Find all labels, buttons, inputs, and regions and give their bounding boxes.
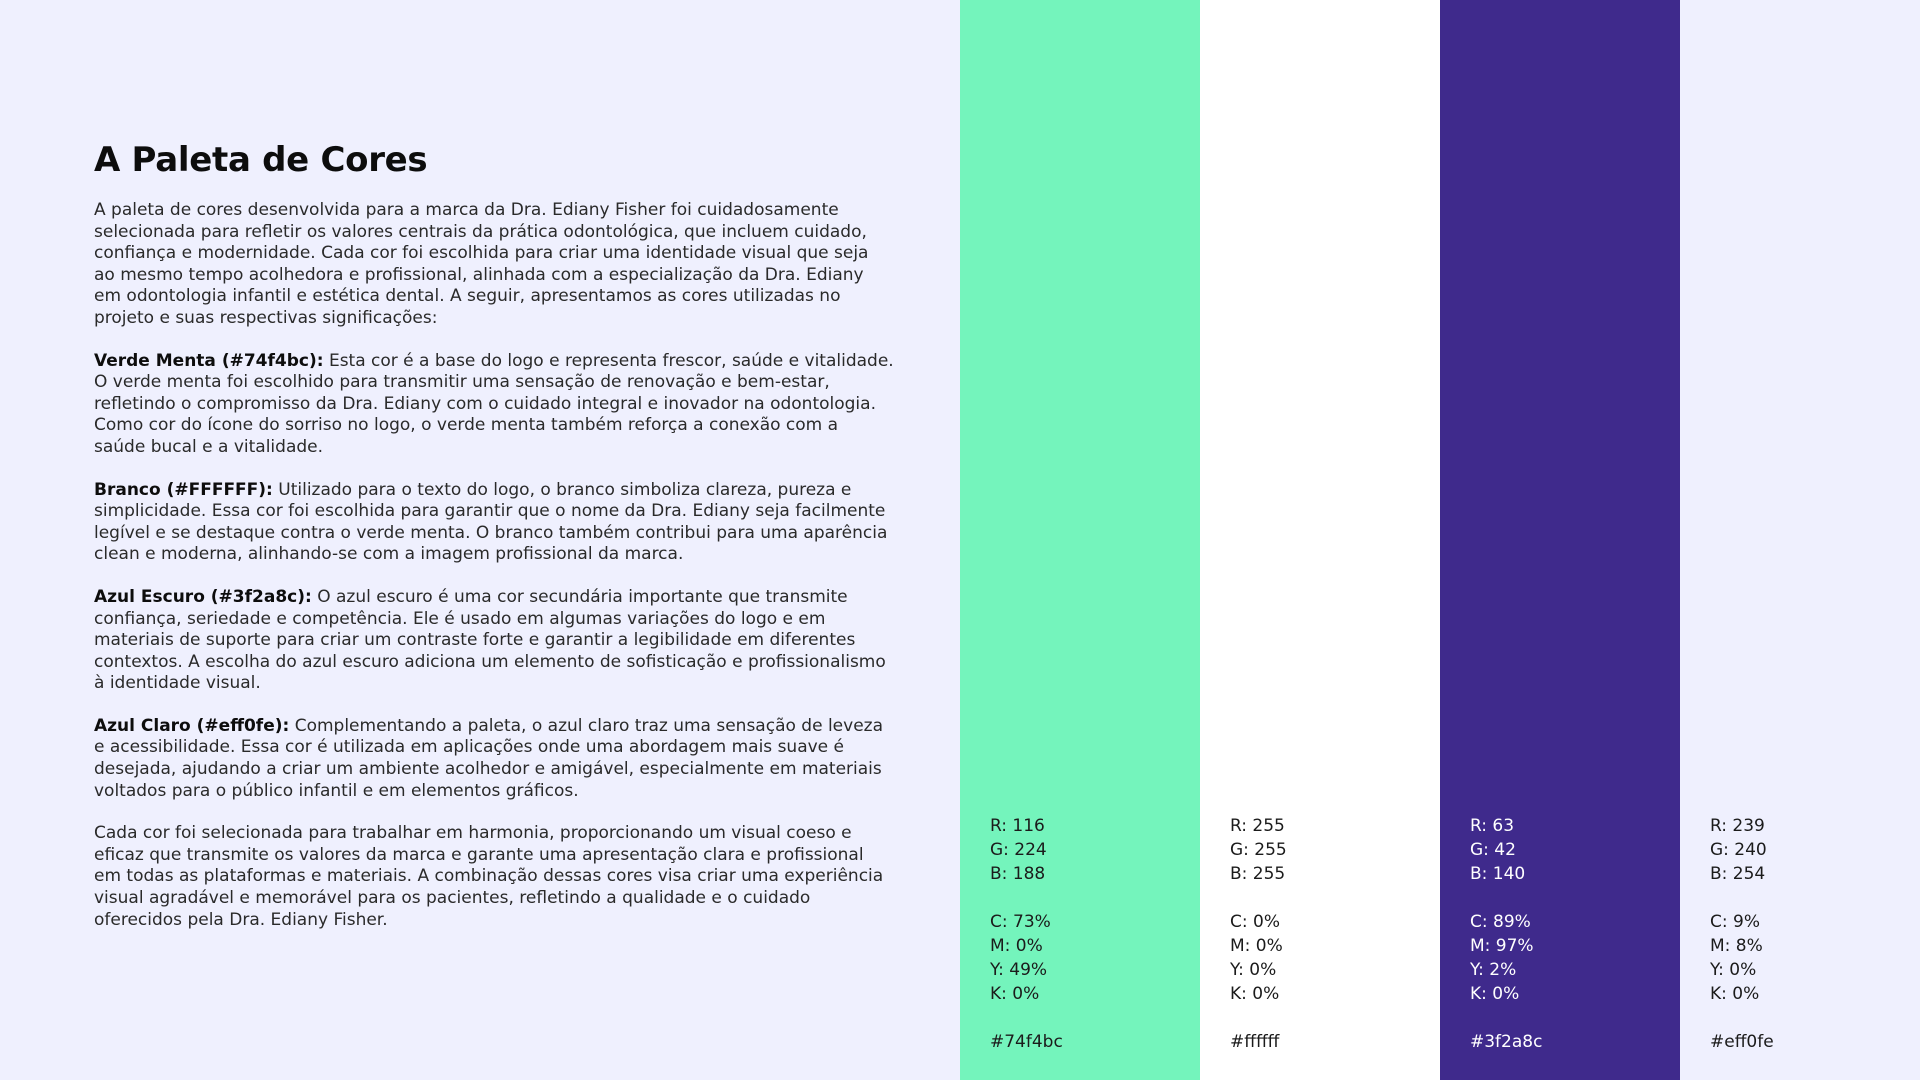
text-column	[94, 140, 894, 952]
cmyk-k: K: 0%	[1230, 984, 1280, 1004]
cmyk-y: Y: 49%	[990, 960, 1048, 980]
cmyk-m: M: 0%	[1230, 936, 1283, 956]
rgb-g: G: 42	[1470, 840, 1516, 860]
rgb-r: R: 239	[1710, 816, 1765, 836]
cmyk-k: K: 0%	[990, 984, 1040, 1004]
color-label: Azul Claro (#eff0fe):	[94, 715, 290, 736]
cmyk-k: K: 0%	[1710, 984, 1760, 1004]
swatch-specs	[1470, 814, 1542, 1054]
rgb-g: G: 240	[1710, 840, 1767, 860]
cmyk-m: M: 8%	[1710, 936, 1763, 956]
color-swatches	[960, 0, 1920, 1080]
intro-paragraph: A paleta de cores desenvolvida para a marca da Dra. Ediany Fisher foi cuidadosamente selecionada para refletir os valores centrais da prática odontológica, que incluem cuidado, confiança e modernidade. Cada cor foi escolhida para criar uma identidade visual que seja ao mesmo tempo acolhedora e profissional, alinhada com a especialização da Dra. Ediany em odontologia infantil e estética dental. A seguir, apresentamos as cores utilizadas no projeto e suas respectivas significações:	[94, 200, 869, 328]
color-label: Azul Escuro (#3f2a8c):	[94, 586, 312, 607]
color-label: Branco (#FFFFFF):	[94, 479, 273, 500]
hex-code: #74f4bc	[990, 1032, 1063, 1052]
color-body: Esta cor é a base do logo e representa frescor, saúde e vitalidade. O verde menta foi escolhido para transmitir uma sensação de renovação e bem-estar, refletindo o compromisso da Dra. Ediany com o cuidado integral e inovador na odontologia. Como cor do ícone do sorriso no logo, o verde menta também reforça a conexão com a saúde bucal e a vitalidade.	[94, 350, 894, 457]
color-body: Complementando a paleta, o azul claro traz uma sensação de leveza e acessibilidade. Essa cor é utilizada em aplicações onde uma abordagem mais suave é desejada, ajudando a criar um ambiente acolhedor e amigável, especialmente em materiais voltados para o público infantil e em elementos gráficos.	[94, 715, 883, 801]
hex-code: #eff0fe	[1710, 1032, 1774, 1052]
swatch-azul-escuro	[1440, 0, 1680, 1080]
cmyk-c: C: 73%	[990, 912, 1051, 932]
rgb-r: R: 63	[1470, 816, 1515, 836]
color-description-verde-menta	[94, 351, 894, 459]
color-description-azul-escuro	[94, 587, 894, 695]
closing-paragraph: Cada cor foi selecionada para trabalhar em harmonia, proporcionando um visual coeso e eficaz que transmite os valores da marca e garante uma apresentação clara e profissional em todas as plataformas e materiais. A combinação dessas cores visa criar uma experiência visual agradável e memorável para os pacientes, refletindo a qualidade e o cuidado oferecidos pela Dra. Ediany Fisher.	[94, 823, 884, 930]
rgb-r: R: 255	[1230, 816, 1285, 836]
cmyk-y: Y: 0%	[1710, 960, 1757, 980]
swatch-specs	[1710, 814, 1774, 1054]
rgb-b: B: 188	[990, 864, 1046, 884]
swatch-azul-claro	[1680, 0, 1920, 1080]
rgb-g: G: 224	[990, 840, 1047, 860]
swatch-branco	[1200, 0, 1440, 1080]
cmyk-y: Y: 2%	[1470, 960, 1517, 980]
rgb-g: G: 255	[1230, 840, 1287, 860]
cmyk-m: M: 97%	[1470, 936, 1534, 956]
swatch-specs	[990, 814, 1063, 1054]
color-description-branco	[94, 480, 894, 566]
rgb-b: B: 255	[1230, 864, 1286, 884]
cmyk-k: K: 0%	[1470, 984, 1520, 1004]
rgb-b: B: 254	[1710, 864, 1766, 884]
cmyk-c: C: 9%	[1710, 912, 1760, 932]
rgb-b: B: 140	[1470, 864, 1526, 884]
page-title: A Paleta de Cores	[94, 140, 428, 180]
color-body: O azul escuro é uma cor secundária importante que transmite confiança, seriedade e competência. Ele é usado em algumas variações do logo e em materiais de suporte para criar um contraste forte e garantir a legibilidade em diferentes contextos. A escolha do azul escuro adiciona um elemento de sofisticação e profissionalismo à identidade visual.	[94, 586, 886, 694]
swatch-specs	[1230, 814, 1287, 1054]
color-body: Utilizado para o texto do logo, o branco simboliza clareza, pureza e simplicidade. Essa cor foi escolhida para garantir que o nome da Dra. Ediany seja facilmente legível e se destaque contra o verde menta. O branco também contribui para uma aparência clean e moderna, alinhando-se com a imagem profissional da marca.	[94, 479, 888, 565]
swatch-verde-menta	[960, 0, 1200, 1080]
hex-code: #3f2a8c	[1470, 1032, 1543, 1052]
color-label: Verde Menta (#74f4bc):	[94, 350, 324, 371]
color-description-azul-claro	[94, 716, 894, 802]
cmyk-c: C: 89%	[1470, 912, 1531, 932]
rgb-r: R: 116	[990, 816, 1045, 836]
cmyk-c: C: 0%	[1230, 912, 1280, 932]
cmyk-m: M: 0%	[990, 936, 1043, 956]
hex-code: #ffffff	[1230, 1032, 1280, 1052]
cmyk-y: Y: 0%	[1230, 960, 1277, 980]
